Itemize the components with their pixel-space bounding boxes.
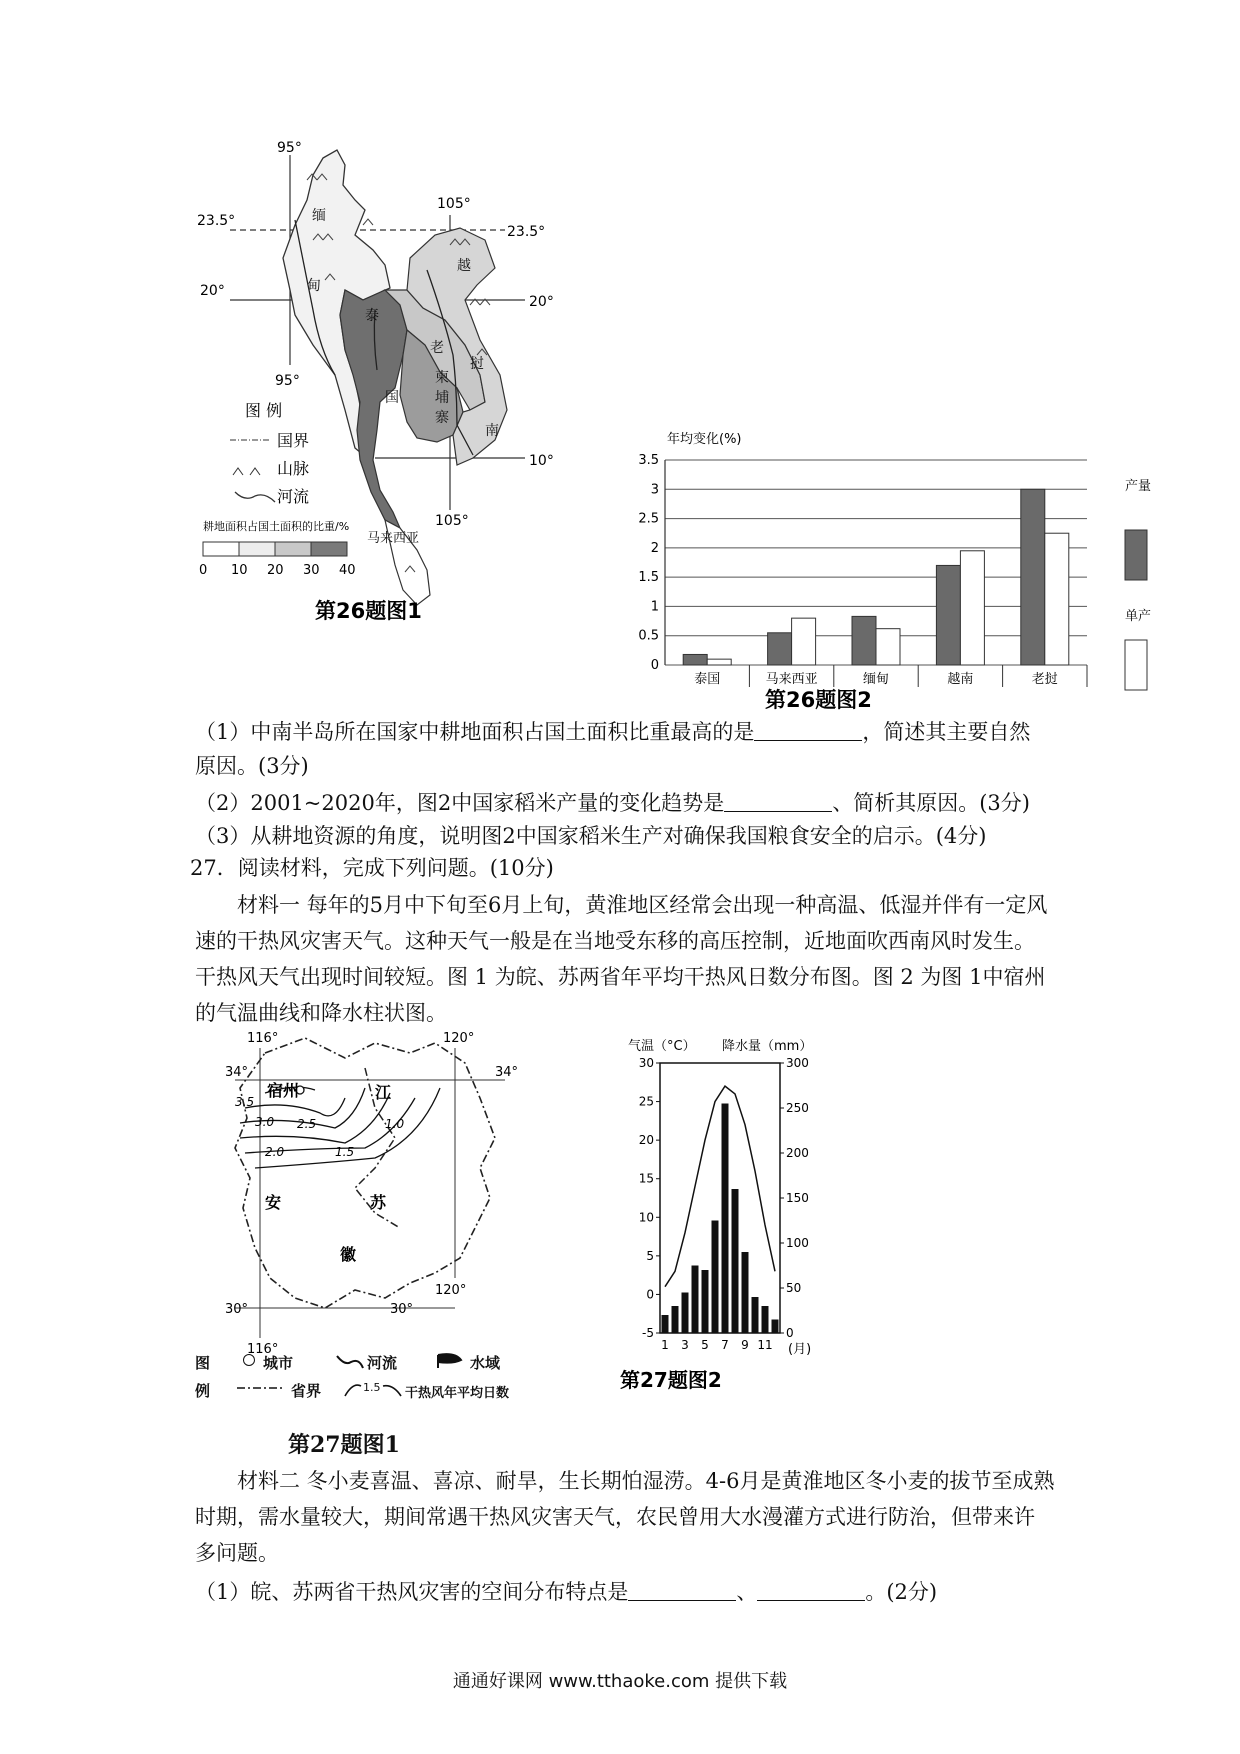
q27-1-tail: 。(2分) bbox=[865, 1580, 938, 1604]
q26-item-3: （3）从耕地资源的角度，说明图2中国家稻米生产对确保我国粮食安全的启示。(4分) bbox=[195, 824, 987, 848]
label-malaysia: 马来西亚 bbox=[367, 531, 420, 546]
temp-tick-label: 5 bbox=[646, 1248, 654, 1263]
legend-head-tu: 图 bbox=[195, 1354, 211, 1372]
y-tick-label: 1.5 bbox=[638, 570, 659, 586]
y-tick-label: 2 bbox=[650, 540, 659, 556]
precipitation-bar bbox=[662, 1315, 669, 1333]
y-tick-label: 1 bbox=[650, 599, 659, 615]
lat-label-34-right: 34° bbox=[495, 1065, 519, 1080]
lat-label-20-right: 20° bbox=[529, 294, 554, 310]
lat-label-20-left: 20° bbox=[200, 283, 225, 299]
lon-label-95-bottom: 95° bbox=[275, 373, 300, 389]
month-tick-label: 7 bbox=[721, 1338, 729, 1352]
precipitation-bar bbox=[692, 1266, 699, 1334]
svg-text:河流: 河流 bbox=[277, 487, 310, 506]
fig27-2-climate-chart bbox=[618, 1035, 838, 1395]
precipitation-bar bbox=[732, 1189, 739, 1333]
bar-per-unit-yield bbox=[792, 618, 816, 665]
temperature-curve bbox=[665, 1086, 775, 1287]
chart27-ylabel-left: 气温（°C） bbox=[628, 1039, 696, 1054]
precipitation-bar bbox=[762, 1306, 769, 1333]
bar-total-output bbox=[852, 616, 876, 665]
legend-river-label: 河流 bbox=[367, 1354, 398, 1372]
precip-tick-label: 100 bbox=[786, 1236, 809, 1250]
temp-tick-label: 0 bbox=[646, 1287, 654, 1302]
label-guo: 国 bbox=[385, 390, 399, 406]
legend-label-yield-total: 产量 bbox=[1125, 479, 1152, 494]
chart27-plot-frame bbox=[660, 1063, 780, 1333]
chart27-xlabel: (月) bbox=[788, 1342, 812, 1357]
legend-label-yield-per-unit: 单产 bbox=[1125, 609, 1152, 624]
province-border-legend-icon bbox=[237, 1382, 287, 1394]
lat-label-34-left: 34° bbox=[225, 1065, 249, 1080]
q27-1-mid: 、 bbox=[736, 1580, 758, 1604]
precip-tick-label: 50 bbox=[786, 1281, 802, 1295]
temp-tick-label: 25 bbox=[638, 1094, 654, 1109]
q27-heading: 27．阅读材料，完成下列问题。(10分) bbox=[190, 856, 554, 880]
legend-water-label: 水域 bbox=[470, 1354, 501, 1372]
month-tick-label: 5 bbox=[701, 1338, 709, 1352]
precipitation-bar bbox=[712, 1221, 719, 1334]
precip-tick-label: 150 bbox=[786, 1191, 809, 1205]
chart26-legend bbox=[1125, 478, 1151, 690]
place-label-suzhou: 宿州 bbox=[267, 1081, 300, 1100]
lat-label-30-left: 30° bbox=[225, 1302, 249, 1317]
q26-item-1-line2: 原因。(3分) bbox=[195, 754, 309, 778]
temp-tick-label: 10 bbox=[638, 1210, 654, 1225]
bar-total-output bbox=[936, 565, 960, 665]
answer-blank-q27-1b[interactable] bbox=[757, 1579, 865, 1601]
place-label-an: 安 bbox=[265, 1193, 282, 1212]
legend-border-item bbox=[230, 431, 309, 450]
y-tick-label: 3.5 bbox=[638, 453, 659, 468]
footer-source: 通通好课网 www.tthaoke.com 提供下载 bbox=[452, 1671, 788, 1692]
precip-tick-label: 200 bbox=[786, 1146, 809, 1160]
chart26-ylabel: 年均变化(%) bbox=[667, 432, 742, 447]
precip-tick-label: 0 bbox=[786, 1326, 794, 1340]
month-tick-label: 1 bbox=[661, 1338, 669, 1352]
q26-2-text: （2）2001~2020年，图2中国家稻米产量的变化趋势是 bbox=[195, 791, 725, 815]
q27-material-2: 材料二 冬小麦喜温、喜凉、耐旱，生长期怕湿涝。4-6月是黄淮地区冬小麦的拔节至成熟时期，需水量较大，期间常遇干热风灾害天气，农民曾用大水漫灌方式进行防治，但带来许多问题。 bbox=[195, 1469, 1055, 1565]
label-wo: 挝 bbox=[470, 356, 484, 372]
precipitation-bar bbox=[722, 1104, 729, 1334]
scale-tick-20: 20 bbox=[267, 563, 284, 578]
label-jian: 柬 bbox=[435, 370, 449, 386]
bar-per-unit-yield bbox=[960, 551, 984, 665]
lon-label-116-top: 116° bbox=[247, 1031, 279, 1046]
isoline-label-1-0: 1.0 bbox=[385, 1117, 405, 1131]
fig26-1-caption: 第26题图1 bbox=[315, 599, 422, 623]
legend-title: 图 例 bbox=[245, 401, 283, 420]
lon-label-116-bottom: 116° bbox=[247, 1342, 279, 1357]
q26-item-2 bbox=[195, 787, 1030, 819]
q27-material-1: 材料一 每年的5月中下旬至6月上旬，黄淮地区经常会出现一种高温、低湿并伴有一定风速的干热风灾害天气。这种天气一般是在当地受东移的高压控制，近地面吹西南风时发生。干热风天气出现时间较短。图 1 为皖、苏两省年平均干热风日数分布图。图 2 为图 1中宿州的气温曲线和降水柱状图。 bbox=[195, 893, 1048, 1025]
legend-swatch-yield-per-unit bbox=[1125, 640, 1147, 690]
fig27-1-caption: 第27题图1 bbox=[288, 1432, 400, 1458]
x-category-label: 缅甸 bbox=[862, 672, 890, 687]
place-label-su: 苏 bbox=[370, 1193, 387, 1212]
place-label-jiang: 江 bbox=[375, 1083, 392, 1102]
label-pu: 埔 bbox=[435, 390, 449, 406]
bar-total-output bbox=[768, 633, 792, 665]
q26-1-tail: ，简述其主要自然 bbox=[862, 720, 1031, 744]
label-dian: 甸 bbox=[307, 278, 321, 294]
y-tick-label: 2.5 bbox=[638, 511, 659, 527]
isoline-label-1-5: 1.5 bbox=[335, 1145, 355, 1159]
q27-1-text: （1）皖、苏两省干热风灾害的空间分布特点是 bbox=[195, 1580, 629, 1604]
y-tick-label: 0.5 bbox=[638, 628, 659, 644]
q27-item-1 bbox=[195, 1576, 937, 1608]
legend-river-item bbox=[235, 487, 309, 506]
label-mian: 缅 bbox=[312, 208, 326, 224]
precip-tick-label: 250 bbox=[786, 1101, 809, 1115]
y-tick-label: 3 bbox=[650, 482, 659, 498]
svg-text:山脉: 山脉 bbox=[277, 459, 310, 478]
label-nan: 南 bbox=[485, 423, 499, 439]
bar-total-output bbox=[683, 654, 707, 665]
bar-per-unit-yield bbox=[707, 659, 731, 665]
fig26-1-map bbox=[195, 140, 615, 640]
label-tai: 泰 bbox=[365, 308, 379, 324]
color-scale bbox=[203, 542, 347, 556]
answer-blank-q26-1[interactable] bbox=[754, 719, 862, 741]
precipitation-bar bbox=[742, 1252, 749, 1333]
province-outline bbox=[235, 1038, 495, 1308]
isoline-label-2-0: 2.0 bbox=[265, 1145, 285, 1159]
scale-tick-40: 40 bbox=[339, 563, 356, 578]
lat-label-23-5-right: 23.5° bbox=[507, 224, 546, 240]
scale-tick-10: 10 bbox=[231, 563, 248, 578]
temp-tick-label: 30 bbox=[638, 1056, 654, 1070]
bar-total-output bbox=[1021, 489, 1045, 665]
x-category-label: 泰国 bbox=[694, 672, 721, 687]
legend-swatch-yield-total bbox=[1125, 530, 1147, 580]
isoline-label-2-5: 2.5 bbox=[297, 1117, 317, 1131]
q26-2-tail: 、简析其原因。(3分) bbox=[832, 791, 1030, 815]
y-tick-label: 0 bbox=[650, 658, 659, 673]
temp-tick-label: -5 bbox=[642, 1326, 654, 1340]
bar-per-unit-yield bbox=[876, 629, 900, 665]
answer-blank-q27-1a[interactable] bbox=[628, 1579, 736, 1601]
legend-head-li: 例 bbox=[195, 1382, 211, 1400]
lat-label-30-right: 30° bbox=[390, 1302, 414, 1317]
x-category-label: 越南 bbox=[947, 672, 974, 687]
legend-city-label: 城市 bbox=[263, 1354, 294, 1372]
temp-tick-label: 20 bbox=[638, 1133, 654, 1148]
x-category-label: 老挝 bbox=[1031, 672, 1058, 687]
answer-blank-q26-2[interactable] bbox=[724, 790, 832, 812]
legend-isoline-label: 干热风年平均日数 bbox=[405, 1386, 510, 1401]
legend-province-label: 省界 bbox=[291, 1382, 322, 1400]
svg-text:国界: 国界 bbox=[277, 431, 310, 450]
fig27-1-legend bbox=[195, 1352, 615, 1422]
temp-tick-label: 15 bbox=[638, 1171, 654, 1186]
precip-tick-label: 300 bbox=[786, 1056, 809, 1070]
water-body-legend-icon bbox=[435, 1352, 465, 1370]
fig26-2-chart bbox=[625, 425, 1160, 710]
precipitation-bar bbox=[702, 1270, 709, 1333]
bar-per-unit-yield bbox=[1045, 533, 1069, 665]
precipitation-bar bbox=[752, 1297, 759, 1333]
legend-mountain-item bbox=[233, 459, 309, 478]
place-label-hui: 徽 bbox=[340, 1245, 357, 1264]
scale-tick-30: 30 bbox=[303, 563, 320, 578]
river-legend-icon bbox=[335, 1352, 365, 1370]
legend-isoline-sample: 1.5 bbox=[363, 1381, 381, 1394]
city-legend-icon bbox=[243, 1354, 255, 1366]
fig27-1-map bbox=[225, 1028, 625, 1368]
lat-label-10: 10° bbox=[529, 453, 554, 469]
label-zhai: 寨 bbox=[435, 410, 449, 426]
lon-label-120-bottom: 120° bbox=[435, 1283, 467, 1298]
precipitation-bar bbox=[772, 1320, 779, 1334]
month-tick-label: 11 bbox=[757, 1338, 773, 1352]
x-category-label: 马来西亚 bbox=[765, 672, 818, 687]
lon-label-95-top: 95° bbox=[277, 140, 302, 156]
lon-label-120-top: 120° bbox=[443, 1031, 475, 1046]
scale-title: 耕地面积占国土面积的比重/% bbox=[203, 520, 350, 533]
lat-label-23-5-left: 23.5° bbox=[197, 213, 236, 229]
isoline-label-3-0: 3.0 bbox=[255, 1115, 275, 1129]
q26-1-text: （1）中南半岛所在国家中耕地面积占国土面积比重最高的是 bbox=[195, 720, 755, 744]
chart27-ylabel-right: 降水量（mm） bbox=[722, 1039, 813, 1054]
lon-label-105-bottom: 105° bbox=[435, 513, 469, 529]
fig26-2-caption: 第26题图2 bbox=[765, 688, 872, 710]
precipitation-bar bbox=[682, 1293, 689, 1334]
month-tick-label: 9 bbox=[741, 1338, 749, 1352]
label-yue: 越 bbox=[457, 258, 471, 274]
precipitation-bar bbox=[672, 1306, 679, 1333]
fig27-2-caption: 第27题图2 bbox=[620, 1368, 722, 1392]
month-tick-label: 3 bbox=[681, 1338, 689, 1352]
isoline-label-3-5: 3.5 bbox=[235, 1095, 255, 1109]
label-lao: 老 bbox=[430, 340, 444, 356]
q26-item-1 bbox=[195, 716, 1030, 748]
scale-tick-0: 0 bbox=[199, 563, 208, 578]
lon-label-105-top: 105° bbox=[437, 196, 471, 212]
